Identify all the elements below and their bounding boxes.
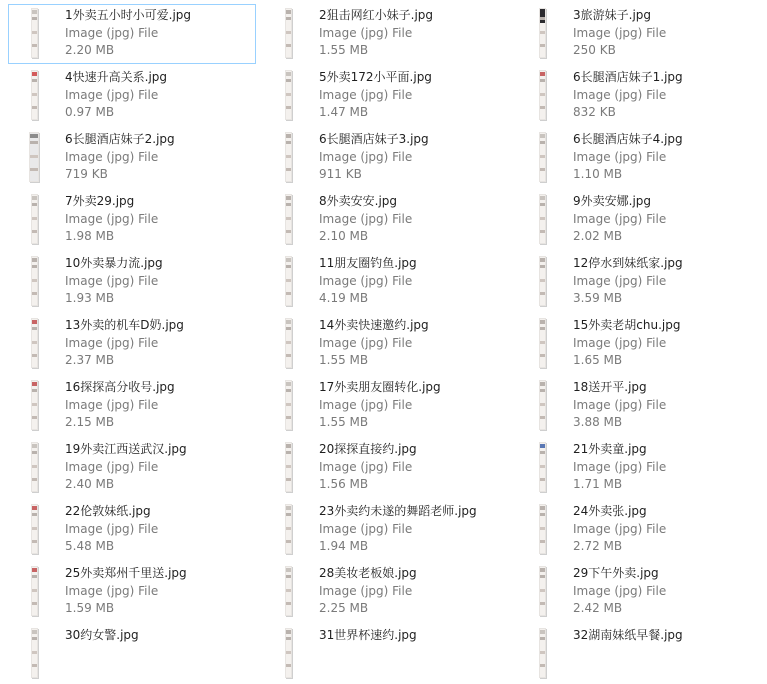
file-name: 15外卖老胡chu.jpg: [573, 318, 681, 332]
file-thumbnail: [285, 256, 292, 306]
file-type: Image (jpg) File: [65, 398, 159, 412]
file-name: 7外卖29.jpg: [65, 194, 135, 208]
file-type: Image (jpg) File: [573, 26, 667, 40]
file-thumbnail: [285, 194, 292, 244]
file-name: 6长腿酒店妹子2.jpg: [65, 132, 175, 146]
file-type: Image (jpg) File: [573, 88, 667, 102]
file-type: Image (jpg) File: [319, 460, 413, 474]
file-size: 1.56 MB: [319, 477, 369, 491]
file-name: 29下午外卖.jpg: [573, 566, 659, 580]
file-item[interactable]: [516, 562, 764, 622]
file-type: Image (jpg) File: [65, 460, 159, 474]
file-thumbnail: [285, 132, 292, 182]
file-size: 1.71 MB: [573, 477, 623, 491]
file-name: 17外卖朋友圈转化.jpg: [319, 380, 441, 394]
file-item[interactable]: [262, 128, 510, 188]
file-name: 9外卖安娜.jpg: [573, 194, 652, 208]
file-type: Image (jpg) File: [319, 26, 413, 40]
file-item[interactable]: [8, 252, 256, 312]
file-thumbnail: [285, 504, 292, 554]
file-thumbnail: [285, 70, 292, 120]
file-size: 2.37 MB: [65, 353, 115, 367]
file-item[interactable]: [262, 500, 510, 560]
file-thumbnail: [285, 442, 292, 492]
file-thumbnail: [31, 8, 38, 58]
file-type: Image (jpg) File: [65, 150, 159, 164]
file-size: 1.93 MB: [65, 291, 115, 305]
file-thumbnail: [31, 442, 38, 492]
file-size: 2.40 MB: [65, 477, 115, 491]
file-name: 11朋友圈钓鱼.jpg: [319, 256, 417, 270]
file-item[interactable]: [516, 4, 764, 64]
file-type: Image (jpg) File: [573, 274, 667, 288]
file-type: Image (jpg) File: [65, 584, 159, 598]
file-type: Image (jpg) File: [319, 88, 413, 102]
file-thumbnail: [285, 8, 292, 58]
file-type: Image (jpg) File: [573, 398, 667, 412]
file-name: 6长腿酒店妹子4.jpg: [573, 132, 683, 146]
file-name: 4快速升高关系.jpg: [65, 70, 168, 84]
file-size: 1.65 MB: [573, 353, 623, 367]
file-thumbnail: [29, 132, 39, 182]
file-thumbnail: [285, 566, 292, 616]
file-type: Image (jpg) File: [319, 274, 413, 288]
file-name: 24外卖张.jpg: [573, 504, 647, 518]
file-item[interactable]: [516, 128, 764, 188]
file-size: 3.88 MB: [573, 415, 623, 429]
file-thumbnail: [539, 442, 546, 492]
file-thumbnail: [285, 380, 292, 430]
file-type: Image (jpg) File: [319, 336, 413, 350]
file-size: 2.25 MB: [319, 601, 369, 615]
file-type: Image (jpg) File: [573, 522, 667, 536]
file-item[interactable]: [262, 252, 510, 312]
file-name: 10外卖暴力流.jpg: [65, 256, 163, 270]
file-item[interactable]: [262, 562, 510, 622]
file-type: Image (jpg) File: [573, 150, 667, 164]
file-item[interactable]: [8, 4, 256, 64]
file-type: Image (jpg) File: [573, 336, 667, 350]
file-thumbnail: [539, 380, 546, 430]
file-size: 2.10 MB: [319, 229, 369, 243]
file-thumbnail: [539, 194, 546, 244]
file-type: Image (jpg) File: [573, 584, 667, 598]
file-name: 16探探高分收号.jpg: [65, 380, 175, 394]
file-type: Image (jpg) File: [319, 150, 413, 164]
file-item[interactable]: [262, 624, 510, 684]
file-thumbnail: [31, 256, 38, 306]
file-thumbnail: [539, 628, 546, 678]
file-type: Image (jpg) File: [319, 584, 413, 598]
file-item[interactable]: [262, 66, 510, 126]
file-thumbnail: [539, 8, 546, 58]
file-thumbnail: [539, 256, 546, 306]
file-item[interactable]: [262, 4, 510, 64]
file-type: Image (jpg) File: [65, 26, 159, 40]
file-type: Image (jpg) File: [319, 522, 413, 536]
file-thumbnail: [539, 504, 546, 554]
file-size: 4.19 MB: [319, 291, 369, 305]
file-thumbnail: [539, 566, 546, 616]
file-type: Image (jpg) File: [65, 522, 159, 536]
file-size: 1.55 MB: [319, 43, 369, 57]
file-type: Image (jpg) File: [65, 88, 159, 102]
file-thumbnail: [31, 504, 38, 554]
file-size: 911 KB: [319, 167, 362, 181]
file-size: 1.47 MB: [319, 105, 369, 119]
file-item[interactable]: [516, 314, 764, 374]
file-type: Image (jpg) File: [319, 398, 413, 412]
file-size: 2.20 MB: [65, 43, 115, 57]
file-thumbnail: [285, 628, 292, 678]
file-name: 25外卖郑州千里送.jpg: [65, 566, 187, 580]
file-size: 1.55 MB: [319, 415, 369, 429]
file-size: 832 KB: [573, 105, 616, 119]
file-size: 2.42 MB: [573, 601, 623, 615]
file-thumbnail: [539, 318, 546, 368]
file-item[interactable]: [262, 314, 510, 374]
file-name: 6长腿酒店妹子3.jpg: [319, 132, 429, 146]
file-name: 6长腿酒店妹子1.jpg: [573, 70, 683, 84]
file-name: 3旅游妹子.jpg: [573, 8, 652, 22]
file-thumbnail: [31, 318, 38, 368]
file-size: 5.48 MB: [65, 539, 115, 553]
file-name: 32湖南妹纸早餐.jpg: [573, 628, 683, 642]
file-thumbnail: [539, 132, 546, 182]
file-name: 28美妆老板娘.jpg: [319, 566, 417, 580]
file-size: 1.98 MB: [65, 229, 115, 243]
file-item[interactable]: [516, 624, 764, 684]
file-type: Image (jpg) File: [573, 460, 667, 474]
file-name: 23外卖约未遂的舞蹈老师.jpg: [319, 504, 477, 518]
file-name: 18送开平.jpg: [573, 380, 647, 394]
file-name: 31世界杯速约.jpg: [319, 628, 417, 642]
file-size: 2.15 MB: [65, 415, 115, 429]
file-item[interactable]: [516, 252, 764, 312]
file-size: 250 KB: [573, 43, 616, 57]
file-item[interactable]: [516, 438, 764, 498]
file-name: 2狙击网红小妹子.jpg: [319, 8, 434, 22]
file-thumbnail: [31, 70, 38, 120]
file-item[interactable]: [8, 562, 256, 622]
file-type: Image (jpg) File: [65, 336, 159, 350]
file-thumbnail: [31, 566, 38, 616]
file-size: 719 KB: [65, 167, 108, 181]
file-type: Image (jpg) File: [573, 212, 667, 226]
file-item[interactable]: [8, 66, 256, 126]
file-type: Image (jpg) File: [65, 274, 159, 288]
file-item[interactable]: [516, 66, 764, 126]
file-name: 22伦敦妹纸.jpg: [65, 504, 151, 518]
file-item[interactable]: [262, 190, 510, 250]
file-name: 30约女警.jpg: [65, 628, 139, 642]
file-size: 2.02 MB: [573, 229, 623, 243]
file-item[interactable]: [516, 500, 764, 560]
file-name: 13外卖的机车D奶.jpg: [65, 318, 184, 332]
file-item[interactable]: [516, 376, 764, 436]
file-name: 12停水到妹纸家.jpg: [573, 256, 683, 270]
file-item[interactable]: [516, 190, 764, 250]
file-size: 2.72 MB: [573, 539, 623, 553]
file-item[interactable]: [8, 500, 256, 560]
file-size: 1.94 MB: [319, 539, 369, 553]
file-item[interactable]: [262, 376, 510, 436]
file-item[interactable]: [8, 190, 256, 250]
file-size: 1.59 MB: [65, 601, 115, 615]
file-type: Image (jpg) File: [319, 212, 413, 226]
file-type: Image (jpg) File: [65, 212, 159, 226]
file-name: 1外卖五小时小可爱.jpg: [65, 8, 192, 22]
file-size: 1.10 MB: [573, 167, 623, 181]
file-item[interactable]: [262, 438, 510, 498]
file-thumbnail: [31, 628, 38, 678]
file-thumbnail: [31, 380, 38, 430]
file-thumbnail: [31, 194, 38, 244]
file-size: 3.59 MB: [573, 291, 623, 305]
file-item[interactable]: [8, 376, 256, 436]
file-size: 0.97 MB: [65, 105, 115, 119]
file-name: 21外卖童.jpg: [573, 442, 647, 456]
file-item[interactable]: [8, 624, 256, 684]
file-item[interactable]: [8, 128, 256, 188]
file-thumbnail: [285, 318, 292, 368]
file-name: 5外卖172小平面.jpg: [319, 70, 432, 84]
file-item[interactable]: [8, 314, 256, 374]
file-thumbnail: [539, 70, 546, 120]
file-size: 1.55 MB: [319, 353, 369, 367]
file-item[interactable]: [8, 438, 256, 498]
file-name: 19外卖江西送武汉.jpg: [65, 442, 187, 456]
file-name: 14外卖快速邀约.jpg: [319, 318, 429, 332]
file-name: 8外卖安安.jpg: [319, 194, 398, 208]
file-name: 20探探直接约.jpg: [319, 442, 417, 456]
